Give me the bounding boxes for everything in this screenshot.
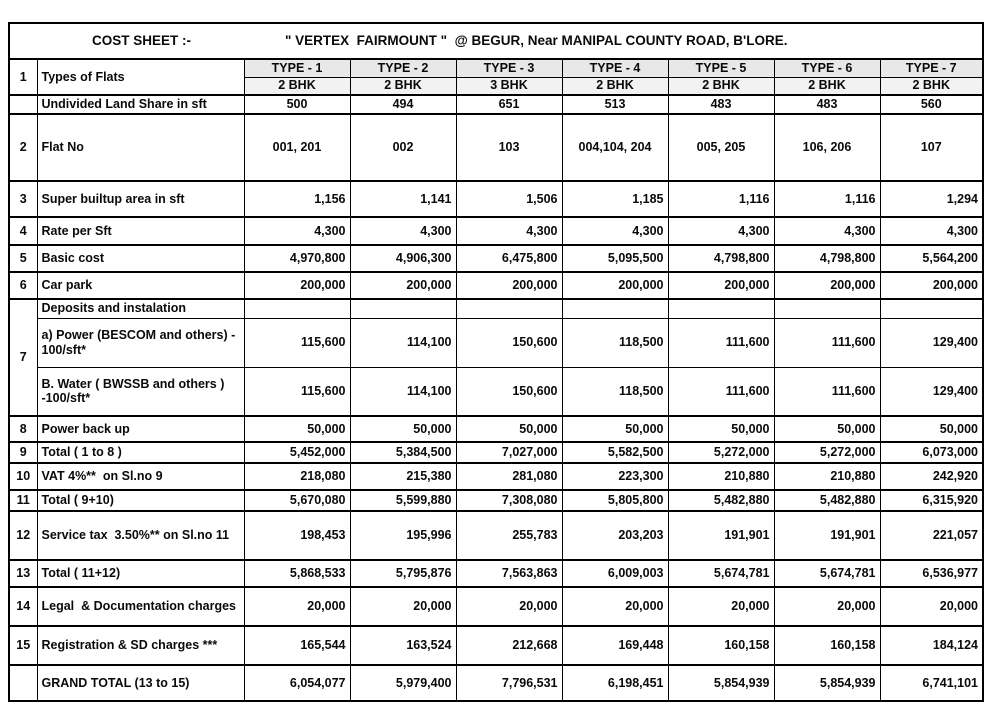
row-label: Registration & SD charges *** xyxy=(37,626,244,665)
row-label: VAT 4%** on Sl.no 9 xyxy=(37,463,244,490)
value-cell: 4,798,800 xyxy=(668,245,774,272)
value-cell: 5,854,939 xyxy=(774,665,880,701)
value-cell: 50,000 xyxy=(774,416,880,442)
row-water-deposit xyxy=(9,367,983,416)
value-cell: 7,796,531 xyxy=(456,665,562,701)
value-cell: 103 xyxy=(456,114,562,181)
row-label: Car park xyxy=(37,272,244,299)
value-cell: 165,544 xyxy=(244,626,350,665)
serial-cell: 10 xyxy=(9,463,37,490)
value-cell: 4,300 xyxy=(244,217,350,245)
value-cell: 5,868,533 xyxy=(244,560,350,587)
value-cell: 6,741,101 xyxy=(880,665,983,701)
row-total-1-to-8 xyxy=(9,442,983,463)
value-cell: 6,315,920 xyxy=(880,490,983,511)
value-cell: 4,798,800 xyxy=(774,245,880,272)
value-cell: 5,272,000 xyxy=(668,442,774,463)
value-cell: 5,795,876 xyxy=(350,560,456,587)
value-cell: 513 xyxy=(562,95,668,114)
row-label: B. Water ( BWSSB and others ) -100/sft* xyxy=(37,367,244,416)
value-cell: 118,500 xyxy=(562,318,668,367)
row-label: Total ( 11+12) xyxy=(37,560,244,587)
row-power-deposit xyxy=(9,318,983,367)
value-cell: 169,448 xyxy=(562,626,668,665)
row-vat-on-9 xyxy=(9,463,983,490)
row-label: Legal & Documentation charges xyxy=(37,587,244,626)
value-cell: 4,300 xyxy=(456,217,562,245)
serial-cell: 4 xyxy=(9,217,37,245)
bhk-header-cell: 2 BHK xyxy=(350,77,456,95)
value-cell: 111,600 xyxy=(774,367,880,416)
value-cell: 50,000 xyxy=(456,416,562,442)
value-cell: 191,901 xyxy=(668,511,774,560)
value-cell: 4,300 xyxy=(562,217,668,245)
row-label: Types of Flats xyxy=(37,59,244,95)
row-label: Undivided Land Share in sft xyxy=(37,95,244,114)
value-cell: 111,600 xyxy=(668,367,774,416)
value-cell: 5,384,500 xyxy=(350,442,456,463)
value-cell: 494 xyxy=(350,95,456,114)
value-cell: 223,300 xyxy=(562,463,668,490)
bhk-header-cell: 2 BHK xyxy=(244,77,350,95)
value-cell: 50,000 xyxy=(668,416,774,442)
row-label: GRAND TOTAL (13 to 15) xyxy=(37,665,244,701)
value-cell: 5,452,000 xyxy=(244,442,350,463)
value-cell: 6,009,003 xyxy=(562,560,668,587)
value-cell: 5,482,880 xyxy=(774,490,880,511)
row-label: a) Power (BESCOM and others) - 100/sft* xyxy=(37,318,244,367)
value-cell xyxy=(668,299,774,318)
value-cell: 4,300 xyxy=(774,217,880,245)
value-cell: 20,000 xyxy=(244,587,350,626)
value-cell: 150,600 xyxy=(456,367,562,416)
value-cell: 1,294 xyxy=(880,181,983,217)
value-cell xyxy=(350,299,456,318)
row-car-park xyxy=(9,272,983,299)
value-cell: 651 xyxy=(456,95,562,114)
type-header-cell: TYPE - 3 xyxy=(456,59,562,77)
value-cell xyxy=(562,299,668,318)
row-total-9-10 xyxy=(9,490,983,511)
value-cell: 5,979,400 xyxy=(350,665,456,701)
value-cell: 1,141 xyxy=(350,181,456,217)
value-cell: 50,000 xyxy=(244,416,350,442)
value-cell: 191,901 xyxy=(774,511,880,560)
value-cell: 1,116 xyxy=(668,181,774,217)
type-header-cell: TYPE - 1 xyxy=(244,59,350,77)
serial-cell: 8 xyxy=(9,416,37,442)
value-cell: 4,970,800 xyxy=(244,245,350,272)
value-cell: 160,158 xyxy=(668,626,774,665)
serial-cell xyxy=(9,95,37,114)
value-cell: 200,000 xyxy=(774,272,880,299)
serial-cell: 9 xyxy=(9,442,37,463)
value-cell: 560 xyxy=(880,95,983,114)
value-cell: 150,600 xyxy=(456,318,562,367)
row-super-builtup-area xyxy=(9,181,983,217)
value-cell: 212,668 xyxy=(456,626,562,665)
value-cell: 4,906,300 xyxy=(350,245,456,272)
value-cell: 4,300 xyxy=(880,217,983,245)
row-power-backup xyxy=(9,416,983,442)
value-cell: 218,080 xyxy=(244,463,350,490)
row-deposits-header xyxy=(9,299,983,318)
value-cell: 6,054,077 xyxy=(244,665,350,701)
row-basic-cost xyxy=(9,245,983,272)
value-cell: 004,104, 204 xyxy=(562,114,668,181)
value-cell xyxy=(456,299,562,318)
serial-cell: 15 xyxy=(9,626,37,665)
value-cell: 118,500 xyxy=(562,367,668,416)
value-cell: 5,854,939 xyxy=(668,665,774,701)
value-cell: 115,600 xyxy=(244,367,350,416)
cost-sheet-table xyxy=(8,22,984,702)
serial-cell: 11 xyxy=(9,490,37,511)
value-cell: 129,400 xyxy=(880,367,983,416)
row-grand-total xyxy=(9,665,983,701)
serial-cell: 3 xyxy=(9,181,37,217)
value-cell: 210,880 xyxy=(668,463,774,490)
bhk-header-cell: 2 BHK xyxy=(668,77,774,95)
row-label: Total ( 1 to 8 ) xyxy=(37,442,244,463)
row-service-tax xyxy=(9,511,983,560)
serial-cell: 7 xyxy=(9,299,37,416)
row-undivided-land-share xyxy=(9,95,983,114)
value-cell: 50,000 xyxy=(350,416,456,442)
row-types-of-flats xyxy=(9,59,983,77)
value-cell: 50,000 xyxy=(880,416,983,442)
row-label: Deposits and instalation xyxy=(37,299,244,318)
value-cell xyxy=(244,299,350,318)
value-cell: 200,000 xyxy=(668,272,774,299)
value-cell: 114,100 xyxy=(350,367,456,416)
value-cell: 242,920 xyxy=(880,463,983,490)
value-cell: 7,308,080 xyxy=(456,490,562,511)
value-cell: 5,599,880 xyxy=(350,490,456,511)
value-cell: 5,482,880 xyxy=(668,490,774,511)
value-cell: 200,000 xyxy=(350,272,456,299)
value-cell: 002 xyxy=(350,114,456,181)
serial-cell: 2 xyxy=(9,114,37,181)
row-label: Rate per Sft xyxy=(37,217,244,245)
value-cell: 7,027,000 xyxy=(456,442,562,463)
value-cell: 5,805,800 xyxy=(562,490,668,511)
value-cell: 163,524 xyxy=(350,626,456,665)
title-row xyxy=(9,23,983,59)
value-cell: 1,506 xyxy=(456,181,562,217)
value-cell: 200,000 xyxy=(880,272,983,299)
value-cell: 215,380 xyxy=(350,463,456,490)
sheet-title-label: COST SHEET :- xyxy=(92,33,192,49)
value-cell: 195,996 xyxy=(350,511,456,560)
serial-cell: 14 xyxy=(9,587,37,626)
row-label: Power back up xyxy=(37,416,244,442)
value-cell: 20,000 xyxy=(456,587,562,626)
value-cell: 255,783 xyxy=(456,511,562,560)
value-cell: 200,000 xyxy=(562,272,668,299)
row-label: Flat No xyxy=(37,114,244,181)
serial-cell: 13 xyxy=(9,560,37,587)
row-rate-per-sft xyxy=(9,217,983,245)
value-cell: 5,670,080 xyxy=(244,490,350,511)
value-cell: 001, 201 xyxy=(244,114,350,181)
type-header-cell: TYPE - 4 xyxy=(562,59,668,77)
value-cell: 20,000 xyxy=(774,587,880,626)
value-cell: 1,116 xyxy=(774,181,880,217)
value-cell: 184,124 xyxy=(880,626,983,665)
value-cell: 281,080 xyxy=(456,463,562,490)
value-cell: 6,536,977 xyxy=(880,560,983,587)
value-cell: 4,300 xyxy=(668,217,774,245)
type-header-cell: TYPE - 7 xyxy=(880,59,983,77)
row-total-11-12 xyxy=(9,560,983,587)
value-cell: 1,156 xyxy=(244,181,350,217)
value-cell: 210,880 xyxy=(774,463,880,490)
value-cell: 5,674,781 xyxy=(668,560,774,587)
value-cell: 6,198,451 xyxy=(562,665,668,701)
value-cell: 20,000 xyxy=(668,587,774,626)
type-header-cell: TYPE - 5 xyxy=(668,59,774,77)
bhk-header-cell: 3 BHK xyxy=(456,77,562,95)
serial-cell xyxy=(9,665,37,701)
value-cell: 6,475,800 xyxy=(456,245,562,272)
project-name: " VERTEX FAIRMOUNT " @ BEGUR, Near MANIPAL COUNTY ROAD, B'LORE. xyxy=(285,33,788,49)
value-cell: 4,300 xyxy=(350,217,456,245)
value-cell: 1,185 xyxy=(562,181,668,217)
bhk-header-cell: 2 BHK xyxy=(774,77,880,95)
title-cell xyxy=(9,23,983,59)
value-cell: 221,057 xyxy=(880,511,983,560)
value-cell: 50,000 xyxy=(562,416,668,442)
value-cell: 5,674,781 xyxy=(774,560,880,587)
value-cell: 106, 206 xyxy=(774,114,880,181)
serial-cell: 12 xyxy=(9,511,37,560)
row-legal-documentation xyxy=(9,587,983,626)
value-cell: 5,272,000 xyxy=(774,442,880,463)
row-label: Basic cost xyxy=(37,245,244,272)
value-cell: 5,095,500 xyxy=(562,245,668,272)
row-flat-no xyxy=(9,114,983,181)
value-cell: 20,000 xyxy=(880,587,983,626)
bhk-header-cell: 2 BHK xyxy=(562,77,668,95)
type-header-cell: TYPE - 6 xyxy=(774,59,880,77)
value-cell: 6,073,000 xyxy=(880,442,983,463)
row-label: Super builtup area in sft xyxy=(37,181,244,217)
value-cell: 114,100 xyxy=(350,318,456,367)
value-cell: 5,564,200 xyxy=(880,245,983,272)
value-cell: 483 xyxy=(774,95,880,114)
value-cell: 005, 205 xyxy=(668,114,774,181)
value-cell: 160,158 xyxy=(774,626,880,665)
serial-cell: 5 xyxy=(9,245,37,272)
type-header-cell: TYPE - 2 xyxy=(350,59,456,77)
value-cell: 483 xyxy=(668,95,774,114)
value-cell: 20,000 xyxy=(350,587,456,626)
value-cell: 200,000 xyxy=(456,272,562,299)
bhk-header-cell: 2 BHK xyxy=(880,77,983,95)
value-cell: 107 xyxy=(880,114,983,181)
serial-cell: 6 xyxy=(9,272,37,299)
value-cell: 500 xyxy=(244,95,350,114)
value-cell xyxy=(774,299,880,318)
value-cell: 198,453 xyxy=(244,511,350,560)
value-cell: 7,563,863 xyxy=(456,560,562,587)
serial-cell: 1 xyxy=(9,59,37,95)
value-cell: 115,600 xyxy=(244,318,350,367)
row-label: Service tax 3.50%** on Sl.no 11 xyxy=(37,511,244,560)
value-cell xyxy=(880,299,983,318)
row-label: Total ( 9+10) xyxy=(37,490,244,511)
value-cell: 111,600 xyxy=(668,318,774,367)
value-cell: 203,203 xyxy=(562,511,668,560)
value-cell: 200,000 xyxy=(244,272,350,299)
row-registration-sd xyxy=(9,626,983,665)
value-cell: 111,600 xyxy=(774,318,880,367)
cost-sheet xyxy=(8,22,984,702)
value-cell: 129,400 xyxy=(880,318,983,367)
value-cell: 5,582,500 xyxy=(562,442,668,463)
value-cell: 20,000 xyxy=(562,587,668,626)
